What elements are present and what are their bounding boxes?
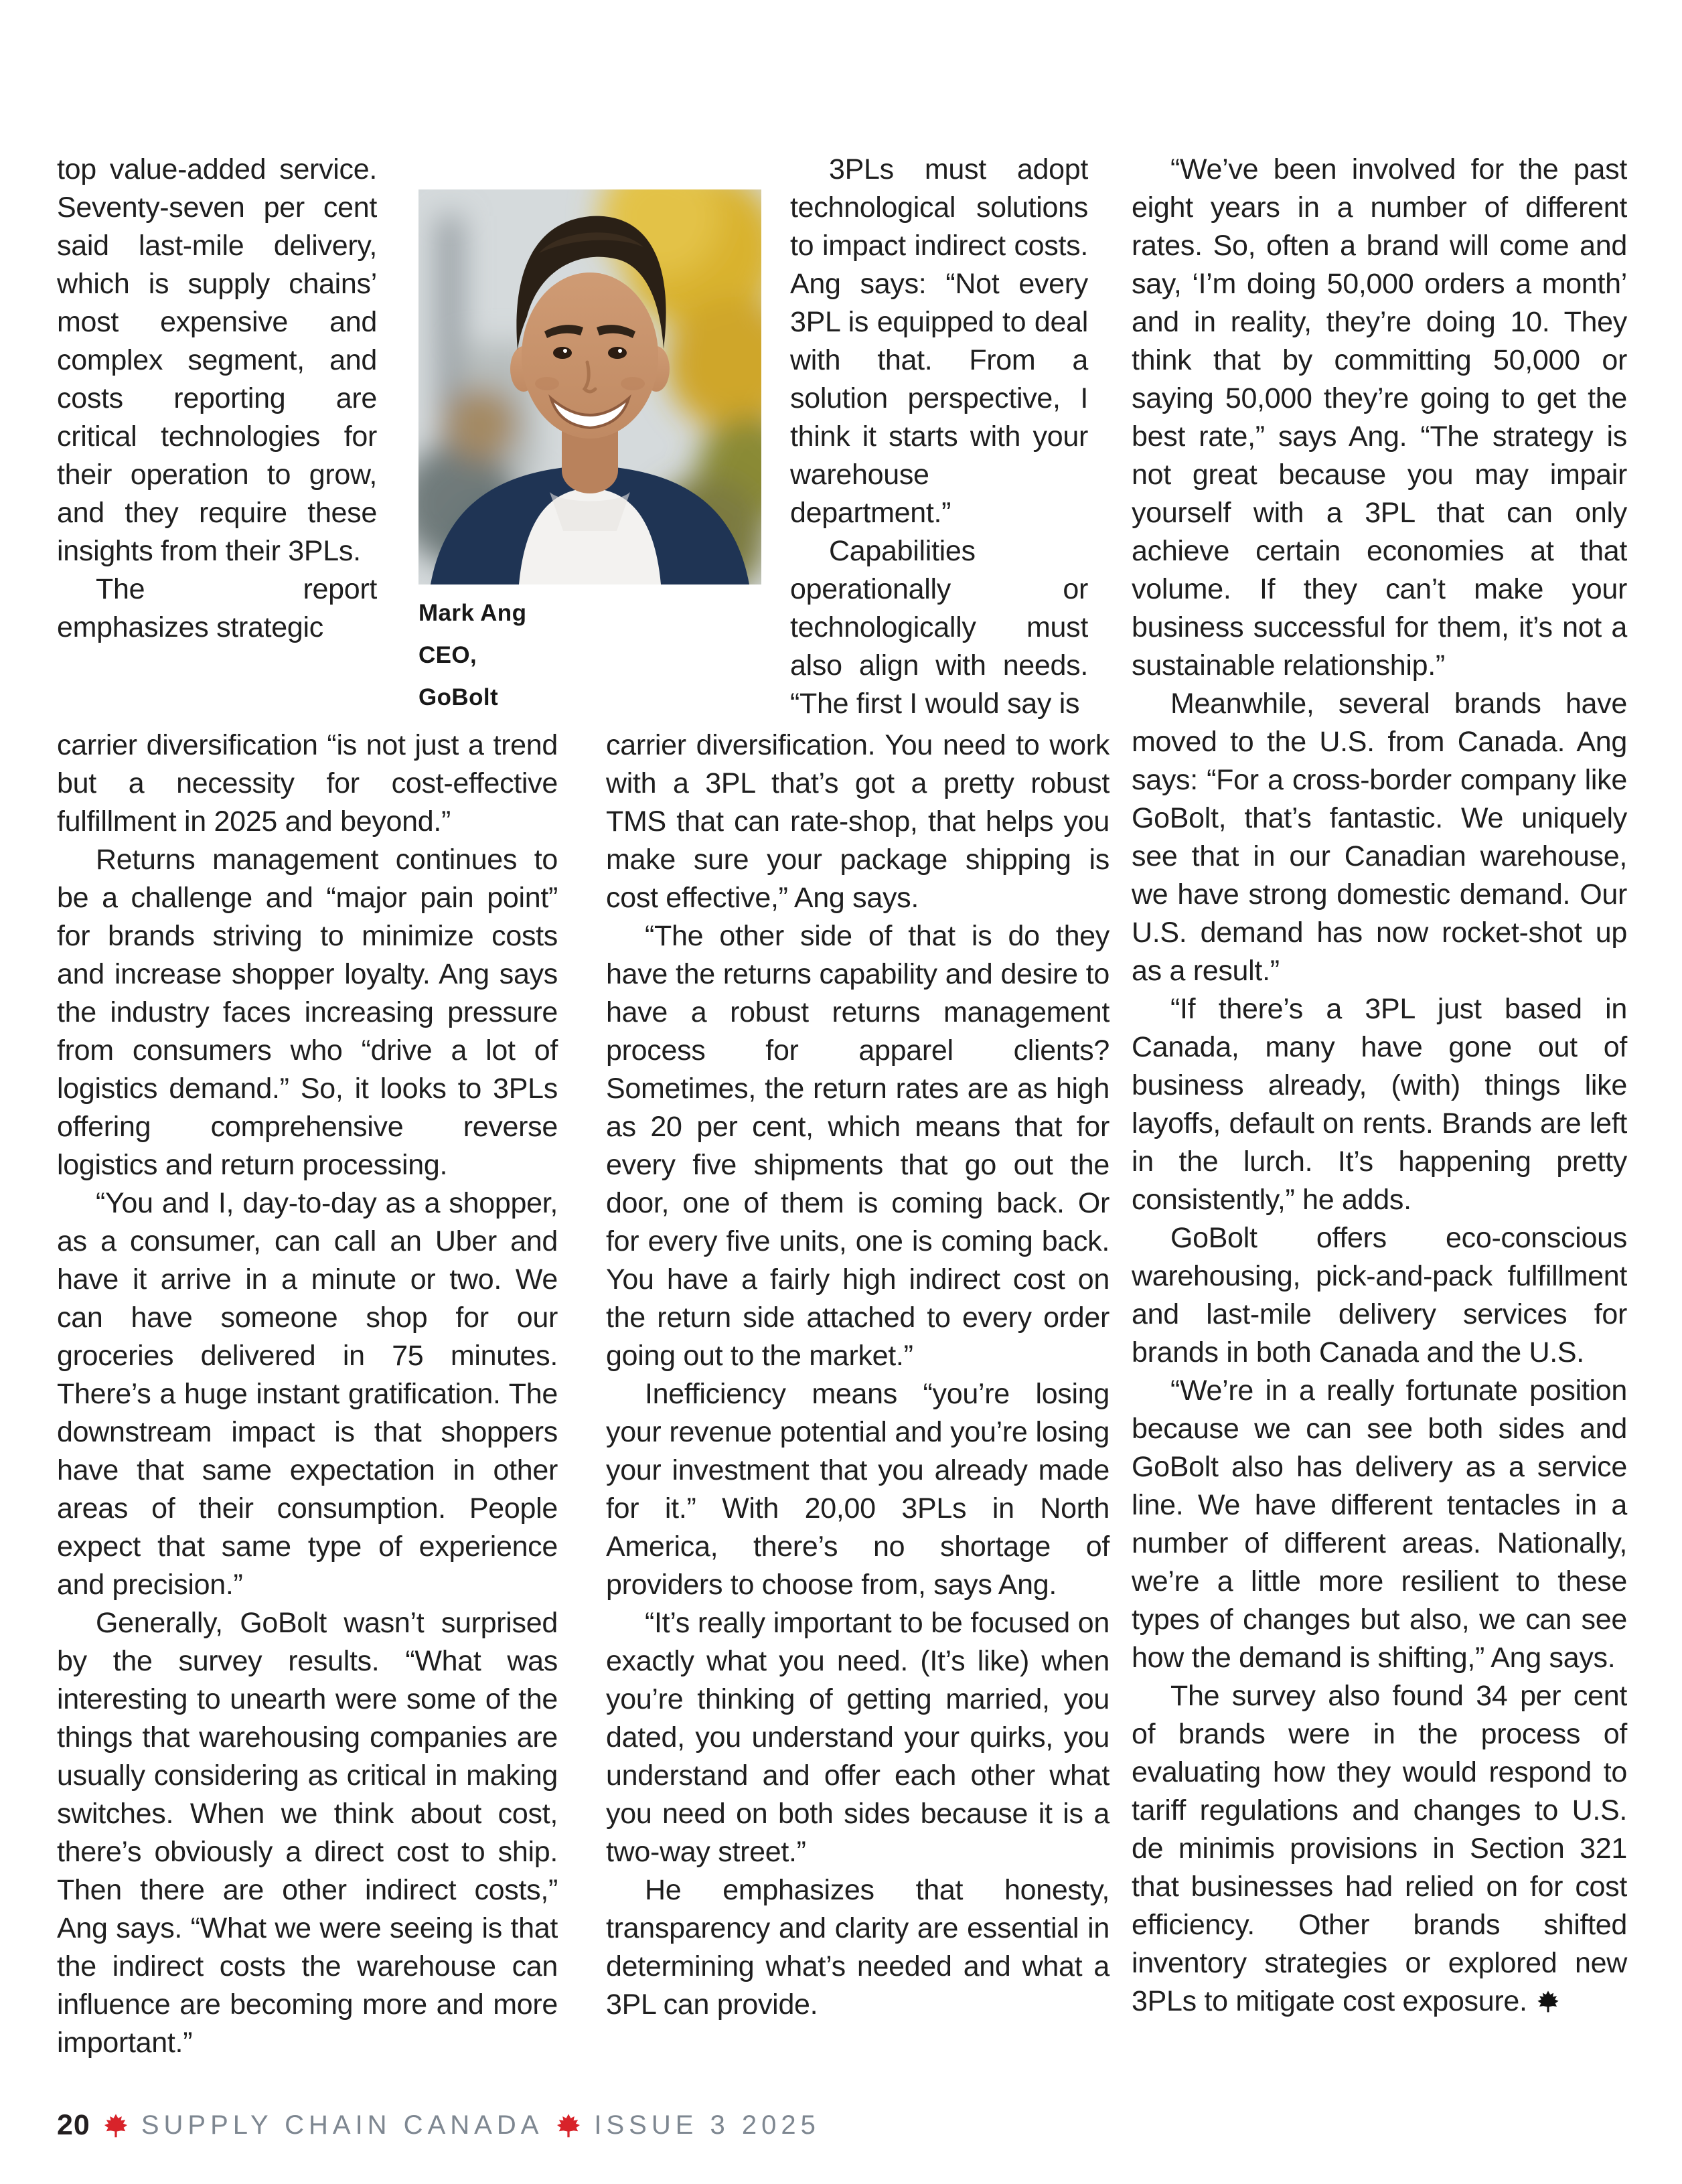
- paragraph: GoBolt offers eco-conscious warehousing, pick-and-pack fulfillment and last-mile delivery services for brands in both Canada and the U.S.: [1132, 1222, 1627, 1369]
- paragraph: Returns management continues to be a challenge and “major pain point” for brands striving to minimize costs and increase shopper loyalty. Ang says the industry faces increasing pressure from consumers who “drive a lot of logistics demand.” So, it looks to 3PLs offering comprehensive reverse logistics and return processing.: [57, 844, 558, 1181]
- paragraph: carrier diversification “is not just a trend but a necessity for cost-effective fulfillment in 2025 and beyond.”: [57, 729, 558, 838]
- issue-label: ISSUE 3 2025: [594, 2110, 820, 2140]
- paragraph: “The other side of that is do they have the returns capability and desire to have a robust returns management process for apparel clients? Sometimes, the return rates are as high as 20 per cent, which means that for every five shipments that go out the door, one of them is coming back. Or for every five units, one is coming back. You have a fairly high indirect cost on the return side attached to every order going out to the market.”: [606, 920, 1110, 1372]
- paragraph-text: The survey also found 34 per cent of brands were in the process of evaluating how they would respond to tariff regulations and changes to U.S. de minimis provisions in Section 321 that businesses had relied on for cost efficiency. Other brands shifted inventory strategies or explored new 3PLs to mitigate cost exposure.: [1132, 1680, 1627, 2017]
- maple-leaf-icon: [1537, 1990, 1559, 2013]
- paragraph: “You and I, day-to-day as a shopper, as a consumer, can call an Uber and have it arrive in a minute or two. We can have someone shop for our groceries delivered in 75 minutes. There’s a huge instant gratification. The downstream impact is that shoppers have that same expectation in other areas of their consumption. People expect that same type of experience and precision.”: [57, 1187, 558, 1601]
- portrait-photo-illustration: [418, 189, 761, 584]
- photo-caption: [418, 592, 706, 718]
- paragraph: [1132, 1677, 1627, 2021]
- paragraph: Inefficiency means “you’re losing your revenue potential and you’re losing your investment that you already made for it.” With 20,00 3PLs in North America, there’s no shortage of providers to choose from, says Ang.: [606, 1378, 1110, 1601]
- paragraph: 3PLs must adopt technological solutions to impact indirect costs. Ang says: “Not every 3PL is equipped to deal with that. From a solution perspective, I think it starts with your warehouse department.”: [790, 153, 1088, 529]
- paragraph: top value-added service. Seventy-seven per cent said last-mile delivery, which is supply chains’ most expensive and complex segment, and costs reporting are critical technologies for their operation to grow, and they require these insights from their 3PLs.: [57, 153, 377, 567]
- paragraph: “If there’s a 3PL just based in Canada, many have gone out of business already, (with) things like layoffs, default on rents. Brands are left in the lurch. It’s happening pretty consistently,” he adds.: [1132, 993, 1627, 1216]
- article-column-1: [57, 726, 558, 2062]
- paragraph: He emphasizes that honesty, transparency and clarity are essential in determining what’s needed and what a 3PL can provide.: [606, 1874, 1110, 2021]
- paragraph: “We’re in a really fortunate position because we can see both sides and GoBolt also has delivery as a service line. We have different tentacles in a number of different areas. Nationally, we’re a little more resilient to these types of changes but also, we can see how the demand is shifting,” Ang says.: [1132, 1375, 1627, 1674]
- paragraph: Capabilities operationally or technologically must also align with needs. “The first I would say is: [790, 535, 1088, 720]
- caption-name: Mark Ang: [418, 600, 527, 626]
- article-column-2-narrow: [790, 151, 1088, 723]
- maple-leaf-icon: [104, 2113, 128, 2138]
- page-footer: [57, 2109, 1061, 2142]
- paragraph: “We’ve been involved for the past eight years in a number of different rates. So, often a brand will come and say, ‘I’m doing 50,000 orders a month’ and in reality, they’re doing 10. They think that by committing 50,000 or saying 50,000 they’re going to get the best rate,” says Ang. “The strategy is not great because you may impair yourself with a 3PL that can only achieve certain economies at that volume. If they can’t make your business successful for them, it’s not a sustainable relationship.”: [1132, 153, 1627, 682]
- page-number: 20: [57, 2109, 90, 2141]
- paragraph: carrier diversification. You need to work with a 3PL that’s got a pretty robust TMS that can rate-shop, that helps you make sure your package shipping is cost effective,” Ang says.: [606, 729, 1110, 914]
- portrait-photo: [418, 189, 761, 584]
- paragraph: The report emphasizes strategic: [57, 573, 377, 643]
- caption-role: CEO,: [418, 642, 477, 668]
- paragraph: Meanwhile, several brands have moved to the U.S. from Canada. Ang says: “For a cross-border company like GoBolt, that’s fantastic. We uniquely see that in our Canadian warehouse, we have strong domestic demand. Our U.S. demand has now rocket-shot up as a result.”: [1132, 688, 1627, 987]
- maple-leaf-icon: [556, 2113, 581, 2138]
- article-column-3: [1132, 151, 1627, 2021]
- paragraph: “It’s really important to be focused on exactly what you need. (It’s like) when you’re thinking of getting married, you dated, you understand your quirks, you understand and offer each other what you need on both sides because it is a two-way street.”: [606, 1607, 1110, 1868]
- article-column-1-narrow: [57, 151, 377, 647]
- magazine-name: SUPPLY CHAIN CANADA: [141, 2110, 544, 2140]
- paragraph: Generally, GoBolt wasn’t surprised by the survey results. “What was interesting to unearth were some of the things that warehousing companies are usually considering as critical in making switches. When we think about cost, there’s obviously a direct cost to ship. Then there are other indirect costs,” Ang says. “What we were seeing is that the indirect costs the warehouse can influence are becoming more and more important.”: [57, 1607, 558, 2059]
- caption-company: GoBolt: [418, 684, 499, 710]
- article-column-2: [606, 726, 1110, 2024]
